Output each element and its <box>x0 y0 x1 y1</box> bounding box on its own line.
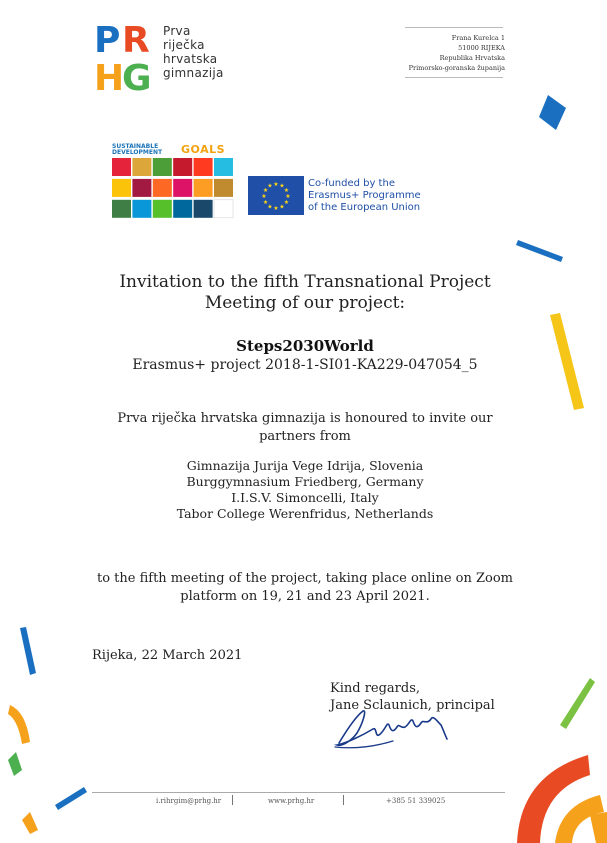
eu-star-icon: ★ <box>279 182 285 190</box>
sdg-small-text: DEVELOPMENT <box>112 149 163 156</box>
eu-star-icon: ★ <box>283 187 290 194</box>
confetti-shape <box>590 812 607 843</box>
eu-star-icon: ★ <box>279 203 285 211</box>
confetti-shape <box>55 787 87 810</box>
eu-star-icon: ★ <box>267 203 273 211</box>
project-name: Steps2030World <box>236 337 374 355</box>
confetti-shape <box>517 755 590 843</box>
kind-regards: Kind regards, <box>330 681 421 696</box>
address-line: Republika Hrvatska <box>439 54 505 62</box>
footer-email: i.rihrgim@prhg.hr <box>156 797 222 805</box>
sdg-small-text: SUSTAINABLE <box>112 143 159 150</box>
eu-star-icon: ★ <box>273 205 279 212</box>
partner-item: Tabor College Werenfridus, Netherlands <box>176 506 434 521</box>
signatory: Jane Sclaunich, principal <box>330 698 495 713</box>
intro-line: Prva riječka hrvatska gimnazija is honoured to invite our <box>117 411 493 426</box>
logo-letter-h: H <box>94 58 125 92</box>
logo-letter-g: G <box>122 58 152 92</box>
meeting-line: platform on 19, 21 and 23 April 2021. <box>180 589 430 604</box>
logo-letter-r: R <box>122 20 150 61</box>
partner-item: I.I.S.V. Simoncelli, Italy <box>231 490 379 505</box>
eu-star-icon: ★ <box>283 199 290 206</box>
partner-item: Gimnazija Jurija Vege Idrija, Slovenia <box>186 458 424 473</box>
confetti-shape <box>8 752 22 776</box>
confetti-shape <box>516 240 563 262</box>
school-name-line: hrvatska <box>163 52 218 66</box>
eu-line: Co-funded by the <box>308 178 395 189</box>
heading-line: Invitation to the fifth Transnational Project <box>119 272 491 292</box>
confetti-shape <box>560 678 595 729</box>
address-line: Frana Kurelca 1 <box>451 34 505 42</box>
confetti-shape <box>539 95 566 130</box>
confetti-shape <box>8 705 30 744</box>
place-date: Rijeka, 22 March 2021 <box>92 648 243 663</box>
school-name-line: gimnazija <box>163 66 224 80</box>
school-name-line: riječka <box>163 38 205 52</box>
eu-line: Erasmus+ Programme <box>308 190 421 201</box>
confetti-shape <box>550 313 584 410</box>
project-code: Erasmus+ project 2018-1-SI01-KA229-047054_5 <box>132 357 478 373</box>
logo-letter-p: P <box>94 20 121 61</box>
confetti-shape <box>22 812 38 834</box>
school-name-line: Prva <box>163 24 191 38</box>
intro-line: partners from <box>259 429 351 444</box>
eu-star-icon: ★ <box>262 199 269 206</box>
heading-line: Meeting of our project: <box>204 293 406 313</box>
sdg-goals-word: GOALS <box>181 143 226 156</box>
eu-star-icon: ★ <box>273 181 279 188</box>
footer-phone: +385 51 339025 <box>386 797 446 805</box>
meeting-line: to the fifth meeting of the project, taking place online on Zoom <box>96 571 514 586</box>
address-line: 51000 RIJEKA <box>458 44 505 52</box>
confetti-shape <box>20 627 36 675</box>
address-line: Primorsko-goranska županija <box>408 64 505 72</box>
eu-star-icon: ★ <box>285 193 291 200</box>
eu-line: of the European Union <box>308 202 421 213</box>
partner-item: Burggymnasium Friedberg, Germany <box>186 474 424 489</box>
eu-star-icon: ★ <box>261 193 267 200</box>
footer-website: www.prhg.hr <box>268 797 315 805</box>
eu-star-icon: ★ <box>262 187 269 194</box>
eu-star-icon: ★ <box>267 182 273 190</box>
